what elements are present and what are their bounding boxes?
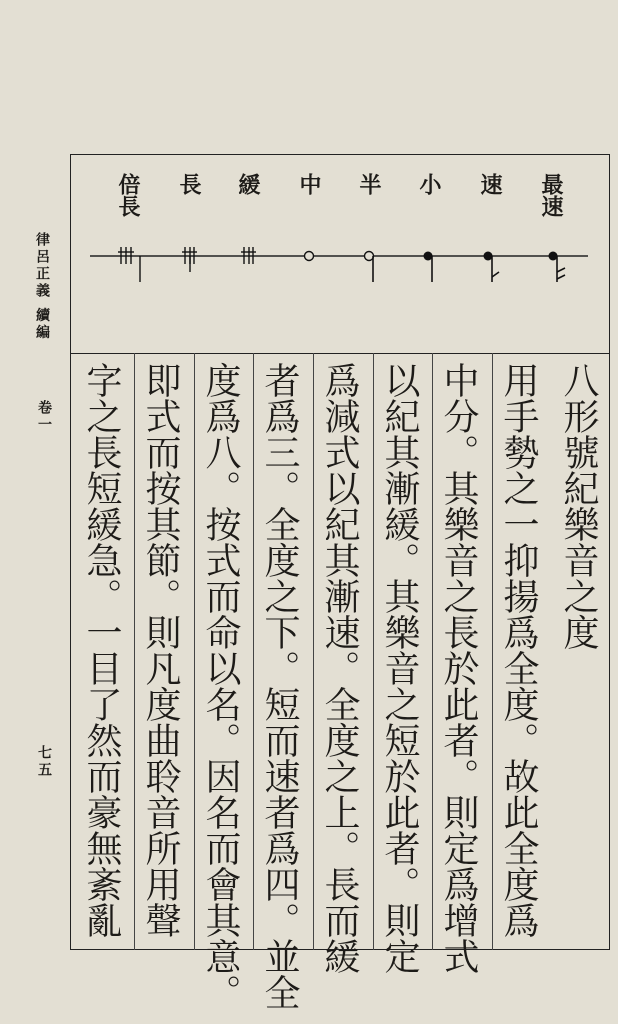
text-column: 爲減式以紀其漸速。全度之上。長而緩: [319, 362, 360, 974]
text-column: 字之長短緩急。一目了然而豪無紊亂: [81, 362, 122, 938]
text-column: 者爲三。全度之下。短而速者爲四。並全: [259, 362, 300, 1010]
column-rule: [373, 353, 374, 950]
margin-book-title: 律呂正義 續編: [34, 232, 50, 342]
duration-name-zuisu: 最速: [538, 173, 564, 217]
column-rule: [134, 353, 135, 950]
text-column: 即式而按其節。則凡度曲聆音所用聲: [140, 362, 181, 938]
duration-name-chang: 長: [176, 173, 202, 195]
duration-name-ban: 半: [356, 173, 382, 195]
duration-name-su: 速: [477, 173, 503, 195]
note-zhong-symbol: [305, 252, 314, 261]
column-rule: [313, 353, 314, 950]
margin-page-number: 七五: [36, 745, 52, 779]
note-beichang-symbol: [118, 247, 140, 282]
note-chang-symbol: [182, 247, 197, 272]
duration-name-xiao: 小: [416, 173, 442, 195]
text-column: 度爲八。按式而命以名。因名而會其意。: [200, 362, 241, 1010]
duration-name-zhong: 中: [296, 173, 322, 195]
note-ban-symbol: [365, 252, 374, 283]
column-rule: [492, 353, 493, 950]
duration-name-huan: 緩: [235, 173, 261, 195]
column-rule: [194, 353, 195, 950]
column-rule: [253, 353, 254, 950]
margin-volume: 卷一: [36, 400, 52, 434]
duration-symbols: [0, 0, 618, 360]
text-column: 中分。其樂音之長於此者。則定爲增式: [438, 362, 479, 974]
column-rule: [432, 353, 433, 950]
note-xiao-symbol: [424, 252, 433, 283]
duration-name-beichang: 倍長: [115, 173, 141, 217]
text-column: 以紀其漸緩。其樂音之短於此者。則定: [379, 362, 420, 974]
text-column: 用手勢之一抑揚爲全度。故此全度爲: [498, 362, 539, 938]
text-column-heading: 八形號紀樂音之度: [558, 362, 599, 650]
